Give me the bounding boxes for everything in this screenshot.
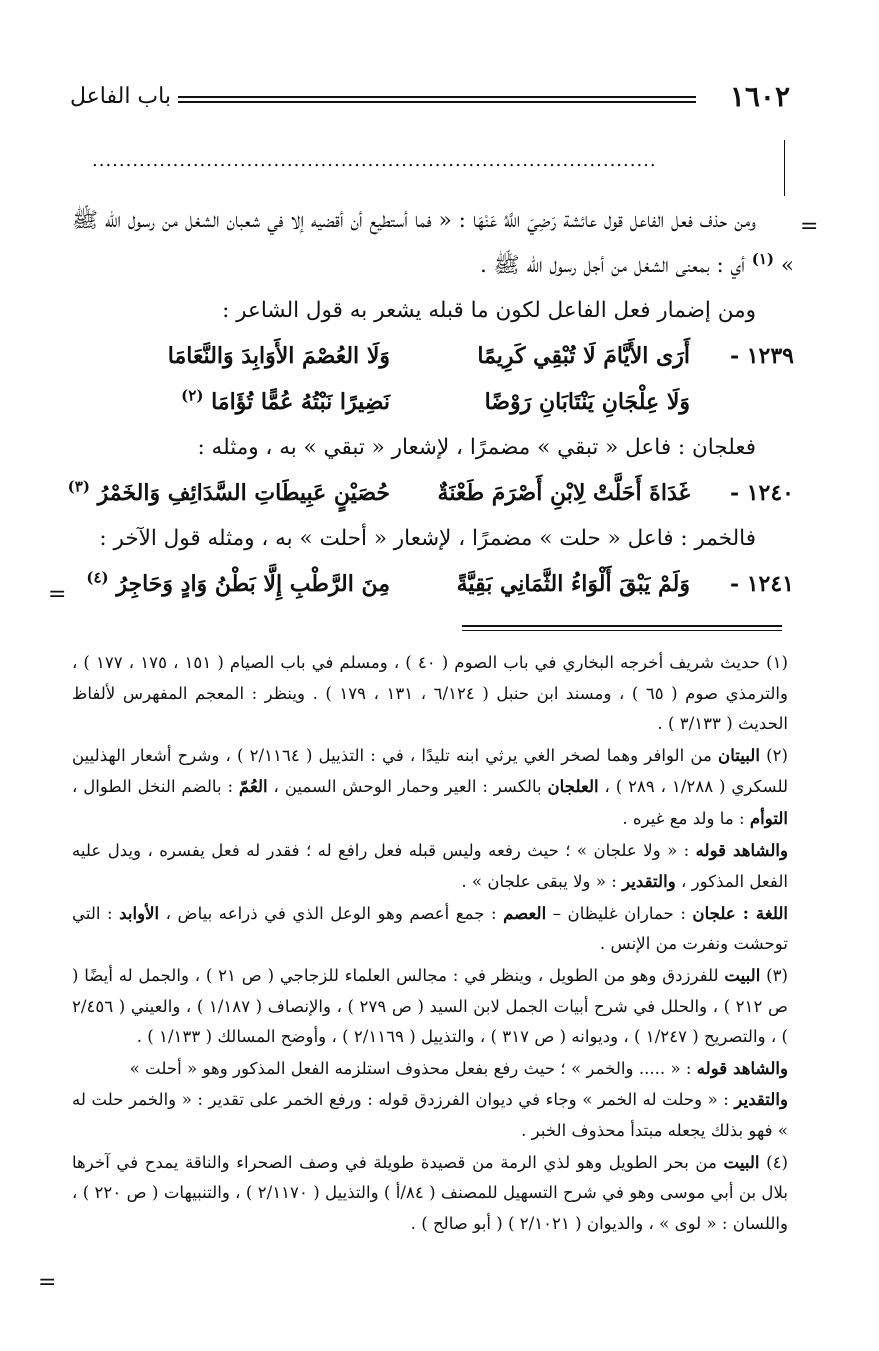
vertical-rule bbox=[784, 140, 785, 196]
footnote-ref: (١) bbox=[751, 249, 774, 268]
footnote-ref: (٢) bbox=[181, 386, 204, 405]
verse-1239 bbox=[72, 333, 794, 379]
page-number: ١٦٠٢ bbox=[729, 80, 790, 113]
verse-1241 bbox=[72, 561, 794, 607]
paragraph: ومن إضمار فعل الفاعل لكون ما قبله يشعر به قول الشاعر : bbox=[222, 298, 756, 323]
margin-equals-mark: = bbox=[38, 1270, 57, 1295]
footnote-2: (٢) البيتان من الوافر وهما لصخر الغي يرثي ابنه تليدًا ، في : التذييل ( ٢/١١٦٤ ) ، وشرح أشعار الهذليين للسكري ( ١/٢٨٨ ، ٢٨٩ ) ، العلجان بالكسر : العير وحمار الوحش السمين ، العُمّ : بالضم النخل الطوال ، التوأم : ما ولد مع غيره . bbox=[72, 744, 789, 828]
footnote-2-lexicon: اللغة : علجان : حماران غليظان – العصم : جمع أعصم وهو الوعل الذي في ذراعه بياض ، الأوابد : التي توحشت ونفرت من الإنس . bbox=[72, 902, 788, 954]
footnote-1: (١) حديث شريف أخرجه البخاري في باب الصوم ( ٤٠ ) ، ومسلم في باب الصيام ( ١٥١ ، ١٧٥ ، ١٧٧ ) ، والترمذي صوم ( ٦٥ ) ، ومسند ابن حنبل ( ٦/١٢٤ ، ١٣١ ، ١٧٩ ) . وينظر : المعجم المفهرس لألفاظ الحديث ( ٣/١٣٣ ) . bbox=[72, 653, 789, 734]
footnotes bbox=[72, 648, 788, 1239]
verse-hemistich: حُصَيْنٍ عَبِيطَاتِ السَّدَائِفِ وَالخَمْرُ $^{(٣)}$ bbox=[67, 477, 390, 506]
verse-hemistich: مِنَ الرَّطْبِ إِلَّا بَطْنُ وَادٍ وَحَاجِرُ $^{(٤)}$ bbox=[86, 568, 390, 597]
verse-hemistich: غَدَاةَ أَحَلَّتْ لِابْنِ أَصْرَمَ طَعْنَةٌ bbox=[437, 480, 690, 506]
margin-equals-mark: = bbox=[48, 582, 67, 607]
footnote-ref: (٤) bbox=[86, 568, 109, 587]
verse-number: ١٢٤١ - bbox=[729, 571, 794, 597]
verse-hemistich: وَلَا العُصْمَ الأَوَابِدَ وَالنَّعَامَا bbox=[167, 343, 390, 369]
verse-hemistich: وَلَمْ يَبْقَ أَلْوَاءُ الثَّمَانِي بَقِيَّةً bbox=[456, 571, 690, 597]
verse-hemistich: وَلَا عِلْجَانِ يَنْتَابَانِ رَوْضًا bbox=[484, 389, 690, 415]
footnote-separator bbox=[462, 625, 782, 631]
verse-1240 bbox=[67, 470, 794, 516]
footnote-2-witness: والشاهد قوله : « ولا علجان » ؛ حيث رفعه وليس قبله فعل رافع له ؛ فقدر له فعل يفسره ، ويدل عليه الفعل المذكور ، والتقدير : « ولا يبقى علجان » . bbox=[72, 839, 788, 892]
paragraph: فالخمر : فاعل « حلت » مضمرًا ، لإشعار « أحلت » به ، ومثله قول الآخر : bbox=[99, 526, 756, 551]
chapter-title: باب الفاعل bbox=[70, 84, 171, 109]
main-text bbox=[67, 198, 794, 607]
footnote-3-estimate: والتقدير : « وحلت له الخمر » وجاء في ديوان الفرزدق قوله : ورفع الخمر على تقدير : « والخمر حلت له » فهو بذلك يجعله مبتدأ محذوف الخبر . bbox=[72, 1089, 788, 1140]
verse-hemistich: نَضِيرًا نَبْتُهُ عُمًّا تُؤَامَا $^{(٢)}$ bbox=[181, 386, 390, 415]
dotted-line: .................................................................................... bbox=[92, 150, 657, 171]
footnote-3: (٣) البيت للفرزدق وهو من الطويل ، وينظر في : مجالس العلماء للزجاجي ( ص ٢١ ) ، والجمل له أيضًا ( ص ٢١٢ ) ، والحلل في شرح أبيات الجمل لابن السيد ( ص ٢٧٩ ) ، والإنصاف ( ١/١٨٧ ) ، والعيني ( ٢/٤٥٦ ) ، والتصريح ( ١/٢٤٧ ) ، وديوانه ( ص ٣١٧ ) ، والتذييل ( ٢/١١٦٩ ) ، وأوضح المسالك ( ١/١٣٣ ) . bbox=[72, 964, 789, 1047]
footnote-3-witness: والشاهد قوله : « ..... والخمر » ؛ حيث رفع بفعل محذوف استلزمه الفعل المذكور وهو « أحلت » bbox=[129, 1057, 788, 1078]
verse-number: ١٢٤٠ - bbox=[729, 480, 794, 506]
paragraph: فعلجان : فاعل « تبقي » مضمرًا ، لإشعار « تبقي » به ، ومثله : bbox=[197, 435, 756, 460]
paragraph: ومن حذف فعل الفاعل قول عائشة رَضِيَ اللَّهُ عَنْهَا : « فما أستطيع أن أقضيه إلا في شعبان الشغل من رسول الله ﷺ » $^{(١)}$ أي : بمعنى الشغل من أجل رسول الله ﷺ . bbox=[72, 208, 794, 278]
page-header bbox=[70, 78, 790, 118]
header-rule bbox=[178, 96, 696, 103]
verse-1239-line-2 bbox=[72, 379, 794, 425]
margin-equals-mark: = bbox=[800, 214, 819, 239]
footnote-4: (٤) البيت من بحر الطويل وهو لذي الرمة من قصيدة طويلة في وصف الصحراء والناقة يمدح في آخرها بلال بن أبي موسى وهو في شرح التسهيل للمصنف ( ٨٤/أ ) والتذييل ( ٢/١١٧٠ ) ، والتنبيهات ( ص ٢٢٠ ) ، واللسان : « لوى » ، والديوان ( ٢/١٠٢١ ) ( أبو صالح ) . bbox=[72, 1151, 788, 1233]
verse-hemistich: أَرَى الأَيَّامَ لَا تُبْقِي كَرِيمًا bbox=[477, 343, 690, 369]
footnote-ref: (٣) bbox=[67, 477, 90, 496]
verse-number: ١٢٣٩ - bbox=[729, 343, 794, 369]
